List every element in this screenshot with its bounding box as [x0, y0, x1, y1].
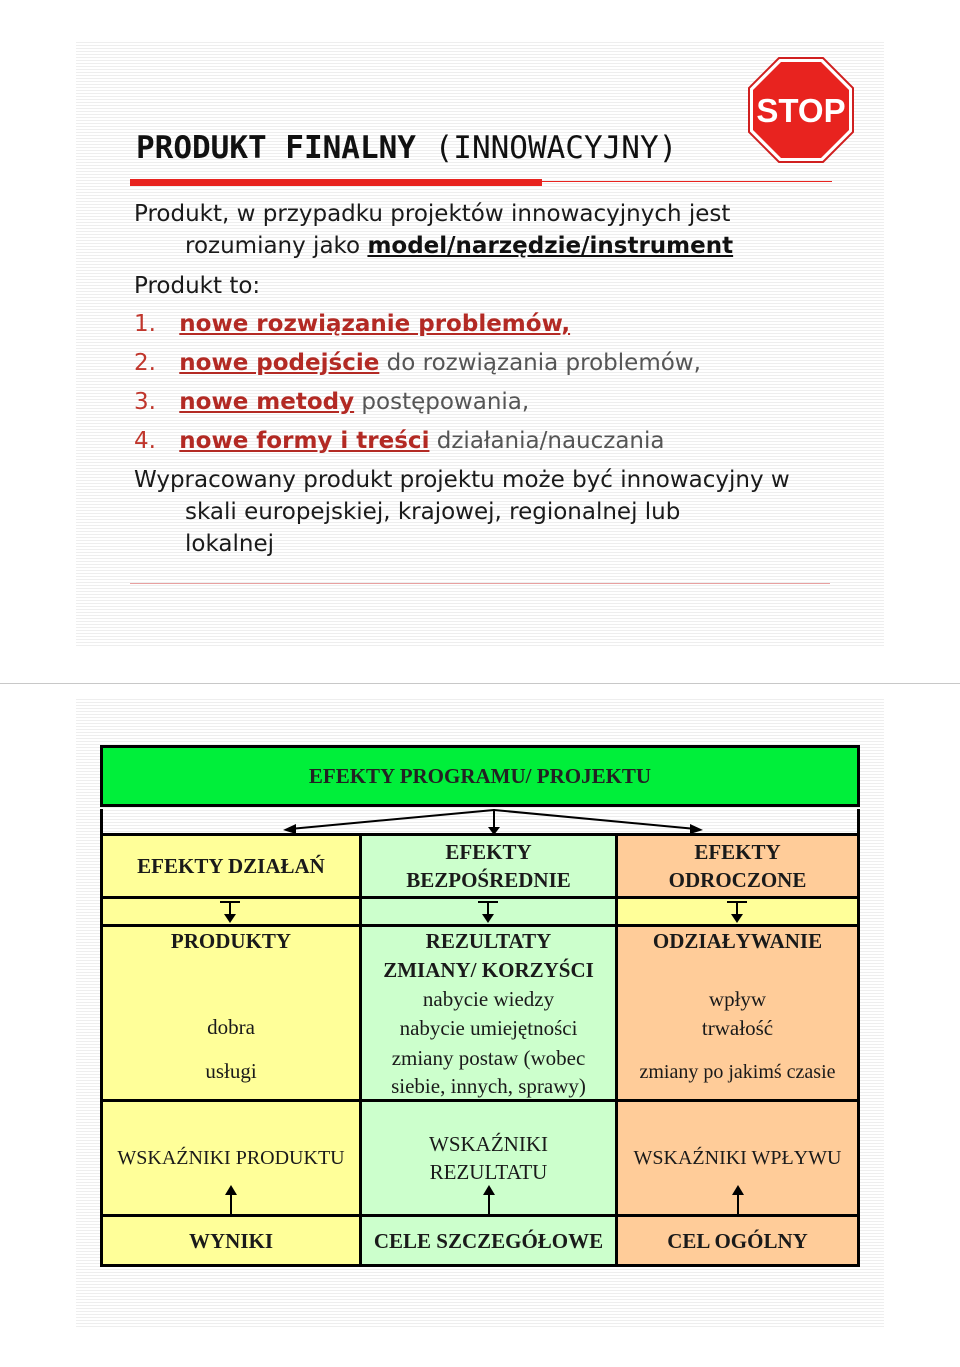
rezultaty-item-1: nabycie wiedzy: [422, 987, 555, 1011]
list-item-3: [134, 386, 529, 418]
list-number: 3.: [134, 389, 156, 415]
rezultaty-title-line-2: ZMIANY/ KORZYŚCI: [383, 958, 594, 982]
wskazniki-wplywu: WSKAŹNIKI WPŁYWU: [633, 1147, 842, 1169]
stop-sign-icon: [747, 56, 855, 164]
up-arrow-icon: [731, 1184, 745, 1216]
list-number: 1.: [134, 311, 156, 337]
produkty-item-uslugi: usługi: [205, 1059, 257, 1083]
slide-produkt-finalny: [76, 40, 884, 646]
efekty-odroczone-line-1: EFEKTY: [694, 840, 781, 864]
stop-sign-label: STOP: [756, 92, 846, 129]
rezultaty-item-3a: zmiany postaw (wobec: [391, 1046, 586, 1070]
oddzialywanie-item-2: trwałość: [701, 1016, 774, 1040]
wskazniki-produktu: WSKAŹNIKI PRODUKTU: [117, 1147, 345, 1169]
title-rest: (INNOWACYJNY): [434, 130, 678, 166]
page-divider: [0, 683, 960, 684]
slide-efekty-diagram: [76, 697, 884, 1327]
wyniki: WYNIKI: [188, 1228, 273, 1253]
list-item-emphasis: nowe podejście: [179, 350, 380, 376]
list-item-rest: do rozwiązania problemów,: [379, 350, 701, 376]
rezultaty-item-2: nabycie umiejętności: [399, 1016, 578, 1040]
column-divider-2: [615, 834, 618, 1267]
intro-line-2: [185, 230, 733, 262]
efekty-bezposrednie-line-2: BEZPOŚREDNIE: [406, 868, 571, 892]
up-arrow-icon: [482, 1184, 496, 1216]
list-item-rest: postępowania,: [354, 389, 530, 415]
title-underline-thick: [130, 179, 542, 186]
oddzialywanie-item-1: wpływ: [708, 987, 767, 1011]
down-arrow-icon: [723, 898, 751, 924]
branch-arrows-icon: [100, 807, 860, 837]
efekty-bezposrednie: [362, 836, 615, 896]
list-item-emphasis: nowe rozwiązanie problemów,: [179, 311, 571, 337]
efekty-bezposrednie-line-1: EFEKTY: [445, 840, 532, 864]
down-arrow-icon: [216, 898, 244, 924]
wskazniki-rezultatu-line-1: WSKAŹNIKI: [429, 1132, 548, 1156]
title-bold: PRODUKT FINALNY: [136, 130, 416, 166]
rezultaty-item-3b: siebie, innych, sprawy): [391, 1074, 586, 1098]
down-arrow-icon: [474, 898, 502, 924]
list-item-2: [134, 347, 701, 379]
rezultaty-title-line-1: REZULTATY: [425, 929, 552, 953]
slide-title: [136, 130, 677, 166]
efekty-dzialan: EFEKTY DZIAŁAŃ: [137, 854, 325, 878]
list-item-4: [134, 425, 664, 457]
bottom-divider: [130, 583, 830, 584]
cel-ogolny: CEL OGÓLNY: [667, 1228, 808, 1253]
intro-line-1: Produkt, w przypadku projektów innowacyjnych jest: [134, 201, 731, 227]
list-item-emphasis: nowe metody: [179, 389, 355, 415]
up-arrow-icon: [224, 1184, 238, 1216]
closing-line-1: Wypracowany produkt projektu może być innowacyjny w: [134, 467, 790, 493]
list-item-rest: działania/nauczania: [429, 428, 665, 454]
cele-szczegolowe: CELE SZCZEGÓŁOWE: [373, 1228, 604, 1253]
wskazniki-rezultatu-line-2: REZULTATU: [429, 1160, 548, 1184]
list-number: 4.: [134, 428, 156, 454]
oddzialywanie-item-3: zmiany po jakimś czasie: [639, 1061, 836, 1083]
closing-line-3: lokalnej: [185, 531, 274, 557]
diagram-header: EFEKTY PROGRAMU/ PROJEKTU: [100, 745, 860, 807]
closing-line-2: skali europejskiej, krajowej, regionalnej lub: [185, 499, 681, 525]
efekty-odroczone: [618, 836, 857, 896]
intro-line-2-prefix: rozumiany jako: [185, 233, 368, 259]
oddzialywanie-title: ODZIAŁYWANIE: [652, 929, 823, 953]
produkty-item-dobra: dobra: [207, 1015, 255, 1039]
list-number: 2.: [134, 350, 156, 376]
produkt-to-label: Produkt to:: [134, 273, 261, 299]
title-underline-thin: [542, 181, 832, 182]
intro-line-2-emphasis: model/narzędzie/instrument: [367, 233, 734, 259]
list-item-1: [134, 308, 570, 340]
efekty-odroczone-line-2: ODROCZONE: [668, 868, 807, 892]
list-item-emphasis: nowe formy i treści: [179, 428, 430, 454]
produkty-title: PRODUKTY: [170, 929, 292, 953]
